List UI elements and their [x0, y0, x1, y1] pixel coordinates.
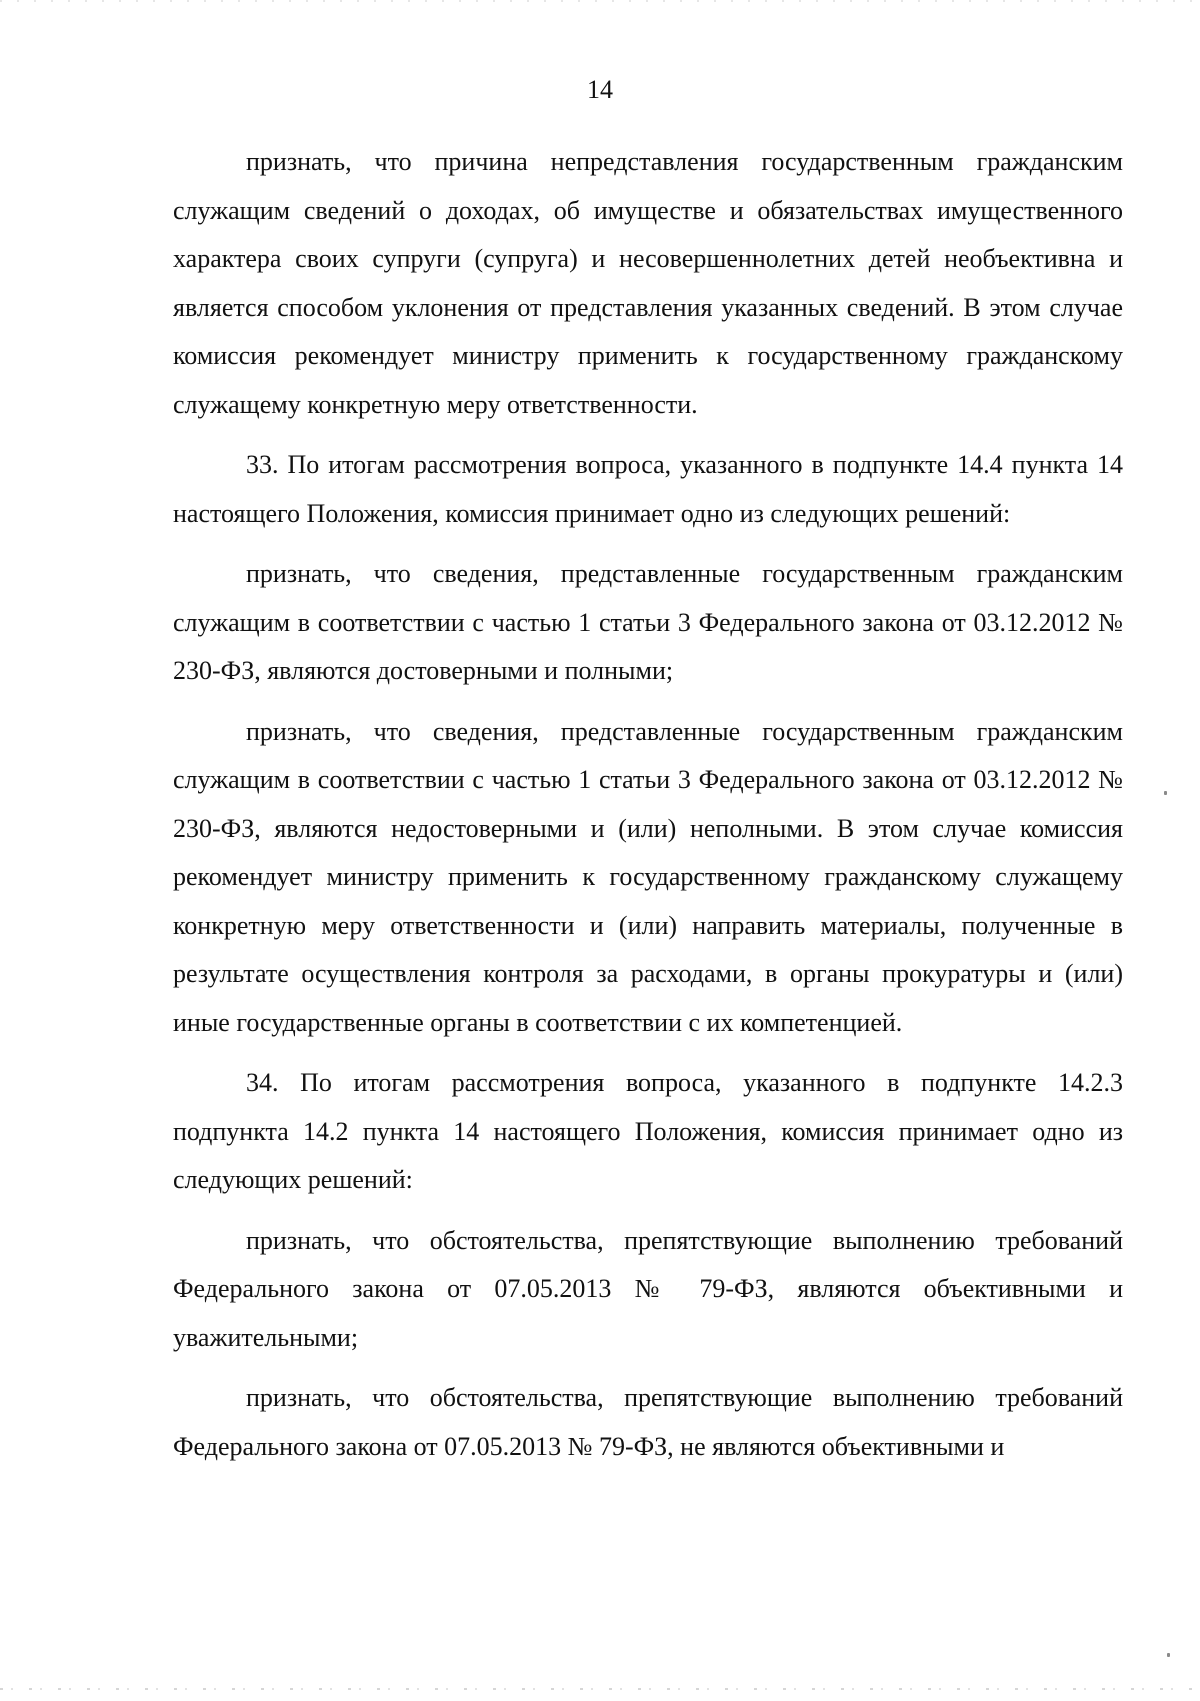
- paragraph-33-decision-unreliable: признать, что сведения, представленные государственным гражданским служащим в соответствии с частью 1 статьи 3 Федерального закона от 03.12.2012 № 230-ФЗ, являются недостоверными и (или) неполными. В этом случае комиссия рекомендует министру применить к государственному гражданскому служащему конкретную меру ответственности и (или) направить материалы, полученные в результате осуществления контроля за расходами, в органы прокуратуры и (или) иные государственные органы в соответствии с их компетенцией.: [173, 716, 1123, 1037]
- paragraph-34: 34. По итогам рассмотрения вопроса, указанного в подпункте 14.2.3 подпункта 14.2 пункта 14 настоящего Положения, комиссия принимает одно из следующих решений:: [173, 1068, 1123, 1194]
- page-number: 14: [587, 75, 613, 104]
- paragraph-33: 33. По итогам рассмотрения вопроса, указанного в подпункте 14.4 пункта 14 настоящего Положения, комиссия принимает одно из следующих решений:: [173, 450, 1123, 528]
- document-body: [173, 138, 1123, 1471]
- paragraph-34-decision-not-objective: признать, что обстоятельства, препятствующие выполнению требований Федерального закона от 07.05.2013 № 79-ФЗ, не являются объективными и: [173, 1383, 1123, 1461]
- paragraph-reason-not-objective: признать, что причина непредставления государственным гражданским служащим сведений о доходах, об имуществе и обязательствах имущественного характера своих супруги (супруга) и несовершеннолетних детей необъективна и является способом уклонения от представления указанных сведений. В этом случае комиссия рекомендует министру применить к государственному гражданскому служащему конкретную меру ответственности.: [173, 147, 1123, 419]
- scan-speck: [1167, 1653, 1170, 1657]
- paragraph-34-decision-objective: признать, что обстоятельства, препятствующие выполнению требований Федерального закона от 07.05.2013 № 79-ФЗ, являются объективными и уважительными;: [173, 1225, 1123, 1352]
- scan-bottom-edge: [0, 1688, 1200, 1690]
- scan-top-edge: [0, 0, 1200, 2]
- scan-speck: [1164, 791, 1167, 795]
- paragraph-33-decision-reliable: признать, что сведения, представленные государственным гражданским служащим в соответствии с частью 1 статьи 3 Федерального закона от 03.12.2012 № 230-ФЗ, являются достоверными и полными;: [173, 559, 1123, 685]
